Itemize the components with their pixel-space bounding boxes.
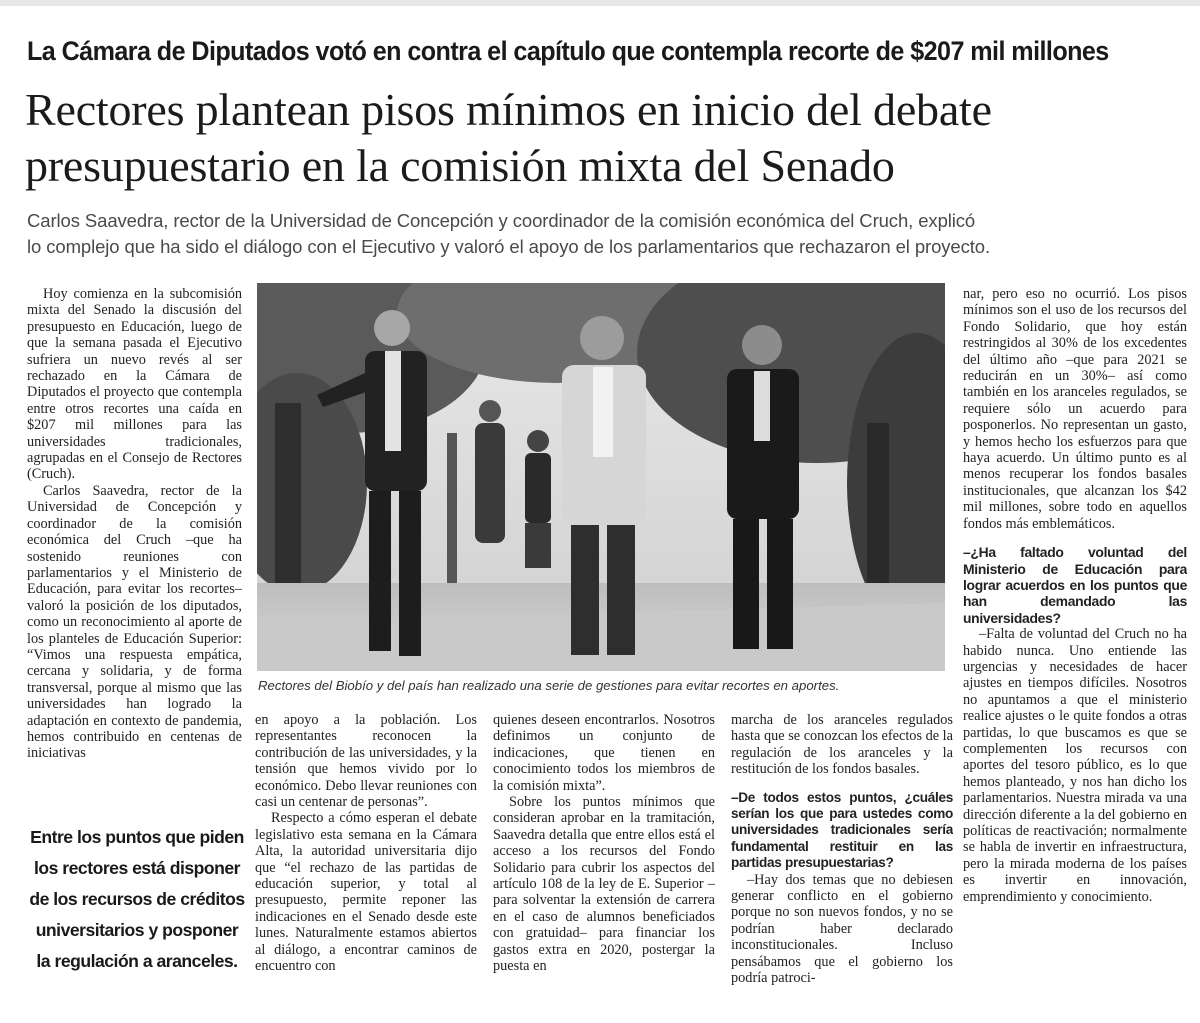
text-column-1 bbox=[27, 286, 242, 792]
article-photo bbox=[257, 283, 945, 671]
text-column-2 bbox=[255, 712, 477, 1012]
paragraph: Sobre los puntos mínimos que consideran aprobar en la tramitación, Saavedra detalla que entre ellos está el acceso a los recursos del Fondo Solidario para cubrir los aspectos del artículo 108 de la ley de E. Superior –para solventar la extensión de carrera en el caso de alumnos beneficiados con gratuidad– para financiar los gastos extra en 2020, postergar la puesta en bbox=[493, 794, 715, 975]
headline-line-1: Rectores plantean pisos mínimos en inicio del debate bbox=[25, 84, 992, 135]
deck-line-2: lo complejo que ha sido el diálogo con el Ejecutivo y valoró el apoyo de los parlamentarios que rechazaron el proyecto. bbox=[27, 236, 991, 257]
paragraph: quienes deseen encontrarlos. Nosotros definimos un conjunto de indicaciones, que tienen en conocimiento todos los miembros de la comisión mixta”. bbox=[493, 712, 715, 794]
paragraph: Respecto a cómo esperan el debate legislativo esta semana en la Cámara Alta, la autoridad universitaria dijo que “el rechazo de las partidas de educación superior, y total al presupuesto, permite reponer las indicaciones en el Senado desde este lunes. Naturalmente estamos abiertos al diálogo, a encontrar caminos de encuentro con bbox=[255, 810, 477, 975]
text-column-4 bbox=[731, 712, 953, 1012]
article-deck bbox=[27, 208, 1192, 260]
article-headline bbox=[25, 82, 1195, 194]
paragraph: –Falta de voluntad del Cruch no ha habido nunca. Uno entiende las urgencias y necesidades de hacer ajustes en tiempos difíciles. Nosotros no apuntamos a que el ministerio realice ajustes o le quite fondos a otras partidas, lo que buscamos es que se complementen los recursos con aportes del tesoro público, es lo que hemos planteado, y nos han dicho los parlamentarios. Nuestra mirada va una dirección diferente a la del gobierno en políticas de reactivación; normalmente se habla de invertir en infraestructura, pero la mirada moderna de los países es invertir en innovación, emprendimiento y conocimiento. bbox=[963, 626, 1187, 905]
paragraph: marcha de los aranceles regulados hasta que se conozcan los efectos de la regulación de los aranceles y la restitución de los fondos basales. bbox=[731, 712, 953, 778]
pull-quote: Entre los puntos que piden los rectores está disponer de los recursos de créditos universitarios y posponer la regulación a aranceles. bbox=[29, 827, 245, 971]
paragraph: Carlos Saavedra, rector de la Universidad de Concepción y coordinador de la comisión económica del Cruch –que ha sostenido reuniones con parlamentarios y el Ministerio de Educación, para evitar los recortes– valoró la posición de los diputados, como un reconocimiento al aporte de los planteles de Educación Superior: “Vimos una respuesta empática, cercana y solidaria, y de forma transversal, porque al mismo que las universidades han logrado la adaptación en contexto de pandemia, hemos contribuido en centenas de iniciativas bbox=[27, 482, 242, 762]
deck-line-1: Carlos Saavedra, rector de la Universidad de Concepción y coordinador de la comisión económica del Cruch, explicó bbox=[27, 210, 976, 231]
photo-caption: Rectores del Biobío y del país han realizado una serie de gestiones para evitar recortes en aportes. bbox=[258, 678, 840, 693]
text-column-3 bbox=[493, 712, 715, 1012]
paragraph: Hoy comienza en la subcomisión mixta del Senado la discusión del presupuesto en Educación, luego de que la semana pasada el Ejecutivo sufriera un nuevo revés al ser rechazado en la Cámara de Diputados el proyecto que contempla entre otros recortes una caída en $207 mil millones para las universidades tradicionales, agrupadas en el Consejo de Rectores (Cruch). bbox=[27, 286, 242, 483]
paragraph: –Hay dos temas que no debiesen generar conflicto en el gobierno porque no son nuevos fondos, y no se podrían haber declarado inconstitucionales. Incluso pensábamos que el gobierno los podría patroci- bbox=[731, 871, 953, 987]
top-rule bbox=[0, 0, 1200, 6]
article-kicker: La Cámara de Diputados votó en contra el capítulo que contempla recorte de $207 mil millones bbox=[27, 36, 1109, 66]
paragraph: nar, pero eso no ocurrió. Los pisos mínimos son el uso de los recursos del Fondo Solidario, que hoy están restringidos al 30% de los excedentes del último año –que para 2021 se reducirán en un 30%– así como también en los aranceles regulados, se requiere sólo un acuerdo para posponerlos. No representan un gasto, y hemos hecho los esfuerzos para que haya acuerdo. Un último punto es al menos recuperar los fondos basales institucionales, que alcanzan los $42 mil millones, sobre todo en aquellos fondos más emblemáticos. bbox=[963, 286, 1187, 532]
photo-illustration bbox=[257, 283, 945, 671]
headline-line-2: presupuestario en la comisión mixta del Senado bbox=[25, 140, 895, 191]
interview-question: –De todos estos puntos, ¿cuáles serían los que para ustedes como universidades tradicionales sería fundamental restituir en las partidas presupuestarias? bbox=[731, 789, 953, 871]
paragraph: en apoyo a la población. Los representantes reconocen la contribución de las universidades, y la tensión que hemos vivido por lo económico. Debo llevar reuniones con casi un centenar de personas”. bbox=[255, 712, 477, 811]
text-column-5 bbox=[963, 286, 1187, 1012]
interview-question: –¿Ha faltado voluntad del Ministerio de Educación para lograr acuerdos en los puntos que han demandado las universidades? bbox=[963, 544, 1187, 626]
